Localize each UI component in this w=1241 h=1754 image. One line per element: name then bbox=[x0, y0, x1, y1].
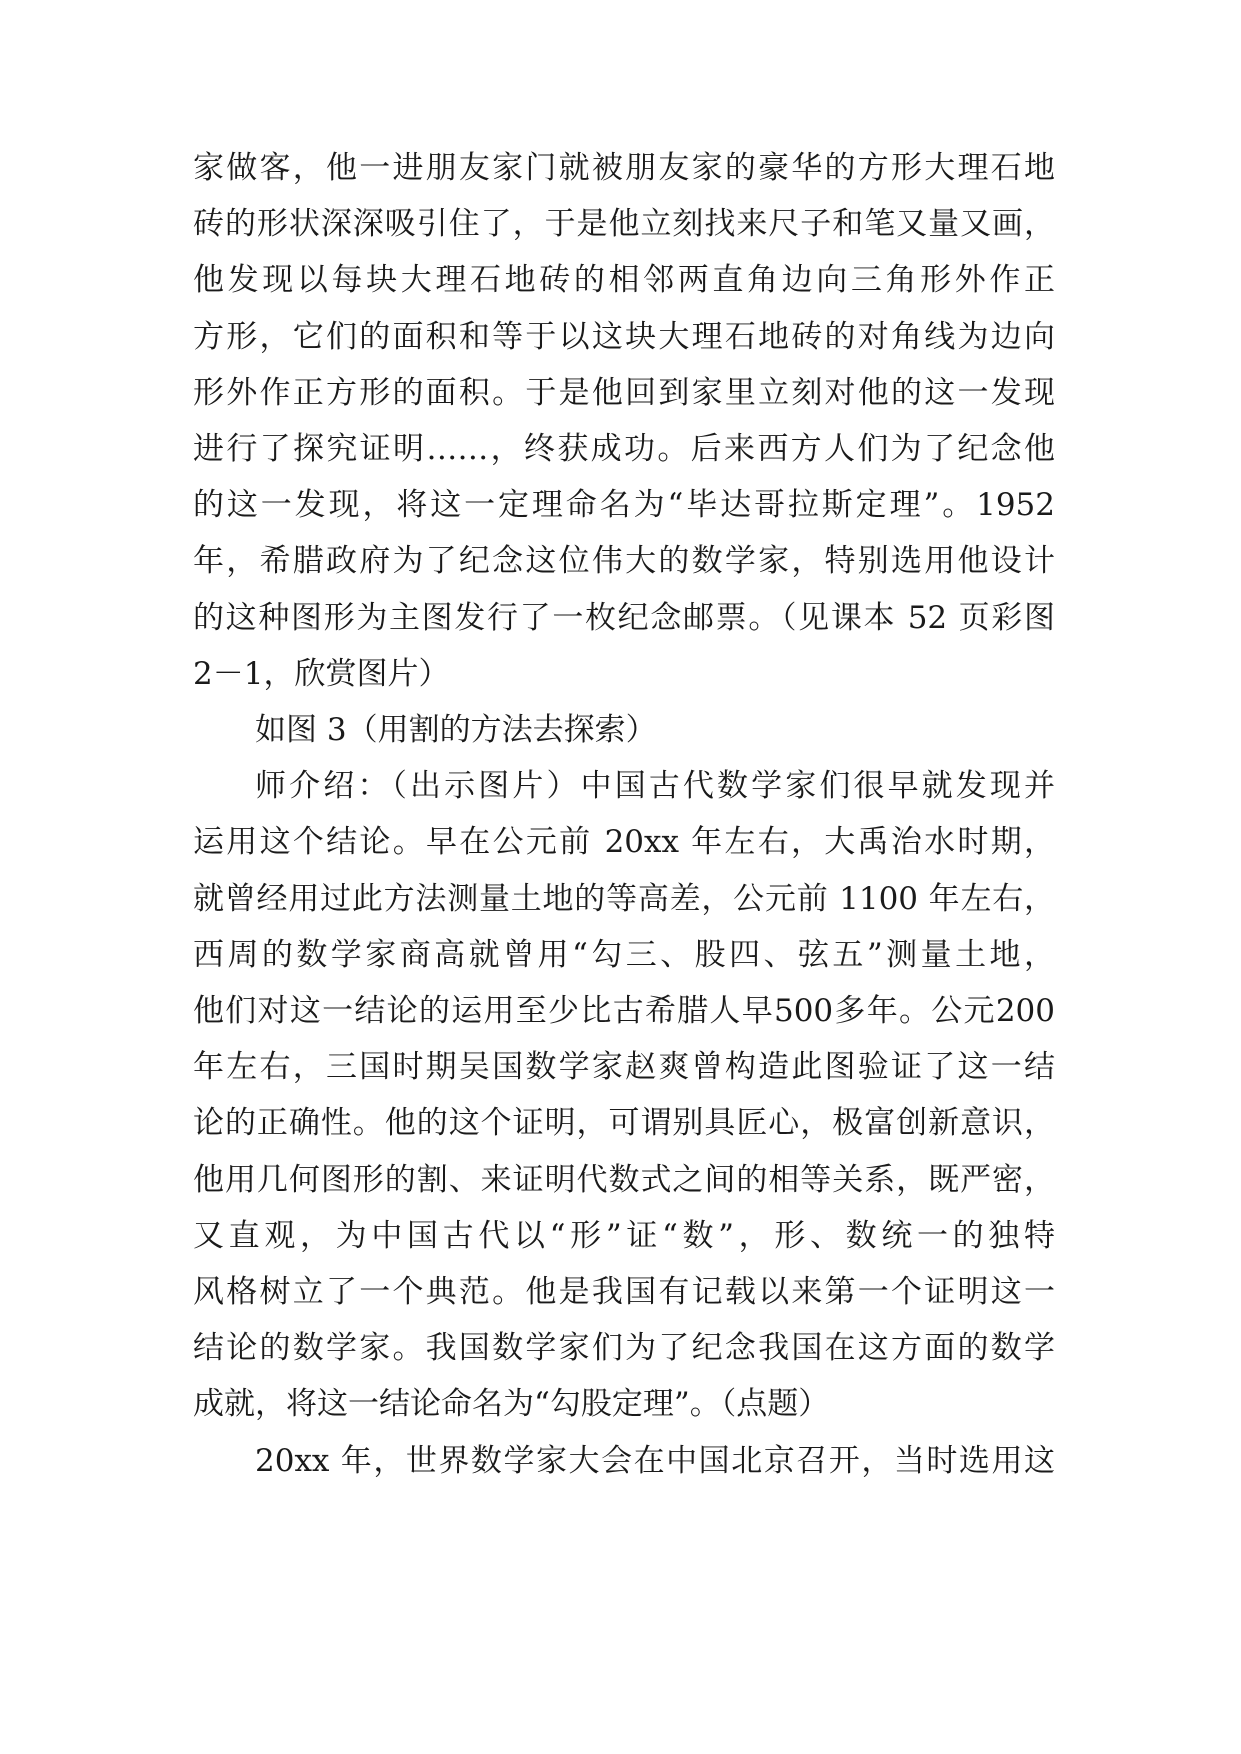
text-line: 他发现以每块大理石地砖的相邻两直角边向三角形外作正 bbox=[193, 262, 1055, 298]
text-line: 成就，将这一结论命名为“勾股定理”。（点题） bbox=[193, 1386, 830, 1422]
text-line: 家做客，他一进朋友家门就被朋友家的豪华的方形大理石地 bbox=[193, 150, 1055, 186]
text-line: 结论的数学家。我国数学家们为了纪念我国在这方面的数学 bbox=[193, 1330, 1055, 1366]
text-line: 论的正确性。他的这个证明，可谓别具匠心，极富创新意识， bbox=[193, 1105, 1055, 1141]
text-line: 如图 3（用割的方法去探索） bbox=[255, 712, 657, 748]
text-line: 2－1，欣赏图片） bbox=[193, 656, 450, 692]
text-line: 年，希腊政府为了纪念这位伟大的数学家，特别选用他设计 bbox=[193, 543, 1055, 579]
text-line: 砖的形状深深吸引住了，于是他立刻找来尺子和笔又量又画， bbox=[193, 206, 1055, 242]
text-line: 方形，它们的面积和等于以这块大理石地砖的对角线为边向 bbox=[193, 319, 1055, 355]
text-line: 他用几何图形的割、来证明代数式之间的相等关系，既严密， bbox=[193, 1162, 1055, 1198]
text-line: 的这一发现，将这一定理命名为“毕达哥拉斯定理”。1952 bbox=[193, 487, 1055, 523]
text-line: 运用这个结论。早在公元前 20xx 年左右，大禹治水时期， bbox=[193, 824, 1055, 860]
text-line: 年左右，三国时期吴国数学家赵爽曾构造此图验证了这一结 bbox=[193, 1049, 1055, 1085]
text-line: 的这种图形为主图发行了一枚纪念邮票。（见课本 52 页彩图 bbox=[193, 600, 1055, 636]
text-line: 风格树立了一个典范。他是我国有记载以来第一个证明这一 bbox=[193, 1274, 1055, 1310]
text-line: 西周的数学家商高就曾用“勾三、股四、弦五”测量土地， bbox=[193, 937, 1055, 973]
text-line: 20xx 年，世界数学家大会在中国北京召开，当时选用这 bbox=[255, 1443, 1055, 1479]
text-line: 他们对这一结论的运用至少比古希腊人早500多年。公元200 bbox=[193, 993, 1055, 1029]
text-line: 就曾经用过此方法测量土地的等高差，公元前 1100 年左右， bbox=[193, 881, 1055, 917]
text-line: 形外作正方形的面积。于是他回到家里立刻对他的这一发现 bbox=[193, 375, 1055, 411]
text-line: 又直观，为中国古代以“形”证“数”，形、数统一的独特 bbox=[193, 1218, 1055, 1254]
text-line: 进行了探究证明……，终获成功。后来西方人们为了纪念他 bbox=[193, 431, 1055, 467]
text-line: 师介绍：（出示图片）中国古代数学家们很早就发现并 bbox=[255, 768, 1055, 804]
